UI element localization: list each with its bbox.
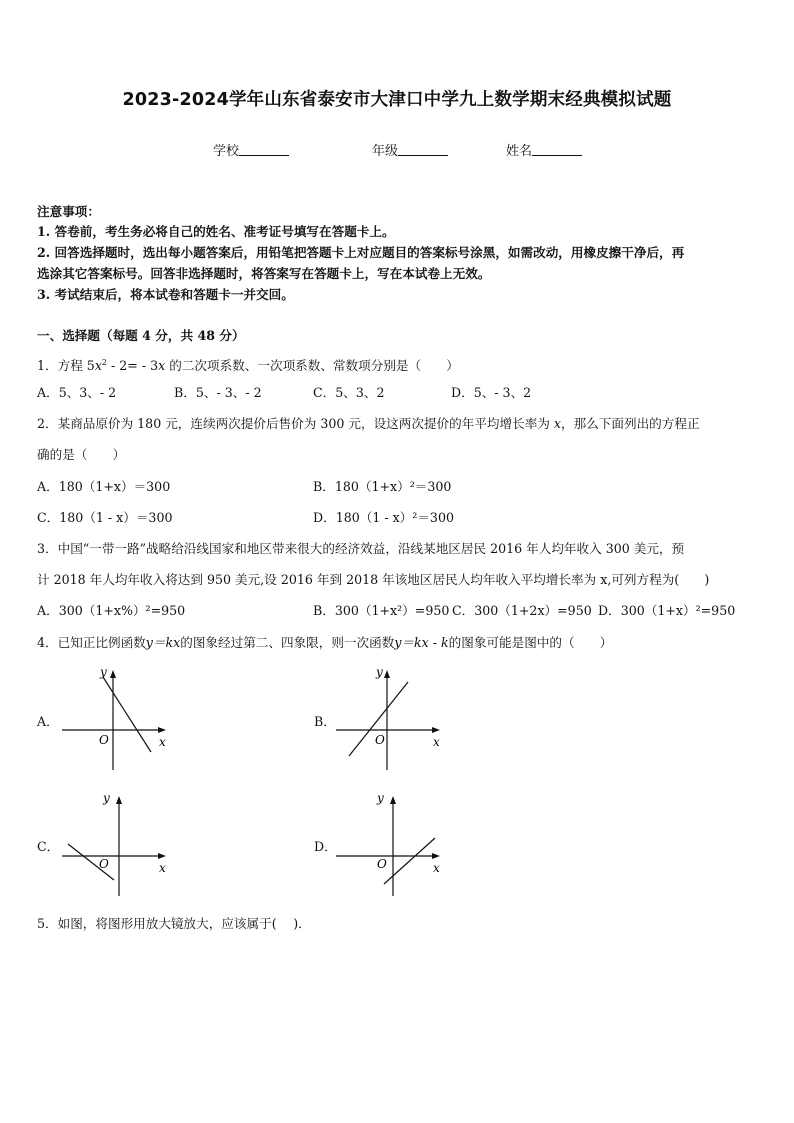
q3-option-b: B．300（1+x²）=950	[313, 603, 450, 618]
q4-graph-b	[332, 662, 448, 774]
q3-option-c: C．300（1+2x）=950	[452, 603, 592, 618]
x-axis-arrow	[158, 727, 166, 733]
y-label: y	[376, 665, 383, 679]
x-label: x	[433, 861, 440, 875]
grade-label: 年级	[372, 144, 399, 159]
q2-option-d: D．180（1 - x）²＝300	[313, 510, 454, 525]
y-axis-arrow	[116, 796, 122, 804]
notice-item-2: 2. 回答选择题时，选出每小题答案后，用铅笔把答题卡上对应题目的答案标号涂黑，如需改动，用橡皮擦干净后，再	[37, 245, 685, 260]
origin-label: O	[375, 733, 385, 747]
y-axis-arrow	[110, 670, 116, 678]
q1-option-b: B．5、- 3、- 2	[174, 385, 262, 400]
q4-graph-b-label: B．	[314, 714, 336, 729]
x-label: x	[433, 735, 440, 749]
q2-stem-line1: 2．某商品原价为 180 元，连续两次提价后售价为 300 元，设这两次提价的年平均增长率为 x，那么下面列出的方程正	[37, 416, 700, 431]
x-axis-arrow	[432, 727, 440, 733]
x-label: x	[159, 861, 166, 875]
q3-option-d: D．300（1+x）²=950	[598, 603, 736, 618]
y-axis-arrow	[390, 796, 396, 804]
school-blank	[239, 143, 289, 156]
q2-option-a: A．180（1+x）＝300	[37, 479, 171, 494]
grade-blank	[398, 143, 448, 156]
q1-option-c: C．5、3、2	[313, 385, 385, 400]
q2-stem-line2: 确的是（ ）	[37, 447, 126, 462]
q4-graph-d	[332, 788, 448, 900]
q2-option-b: B．180（1+x）²＝300	[313, 479, 452, 494]
q3-stem-line2: 计 2018 年人均年收入将达到 950 美元,设 2016 年到 2018 年该地区居民人均年收入平均增长率为 x,可列方程为( )	[37, 572, 710, 587]
notice-heading: 注意事项：	[37, 204, 100, 219]
q3-option-a: A．300（1+x%）²=950	[37, 603, 186, 618]
x-label: x	[159, 735, 166, 749]
q3-stem-line1: 3．中国“一带一路”战略给沿线国家和地区带来很大的经济效益，沿线某地区居民 2016 年人均年收入 300 美元，预	[37, 541, 685, 556]
origin-label: O	[377, 857, 387, 871]
q5-stem: 5．如图，将图形用放大镜放大，应该属于( )．	[37, 916, 311, 931]
notice-item-3: 3. 考试结束后，将本试卷和答题卡一并交回。	[37, 287, 294, 302]
origin-label: O	[99, 733, 109, 747]
x-axis-arrow	[158, 853, 166, 859]
name-label: 姓名	[506, 144, 533, 159]
x-axis-arrow	[432, 853, 440, 859]
q4-stem: 4．已知正比例函数y＝kx的图象经过第二、四象限，则一次函数y＝kx - k的图象可能是图中的（ ）	[37, 635, 613, 650]
q4-graph-a-label: A．	[37, 714, 59, 729]
q1-option-a: A．5、3、- 2	[37, 385, 117, 400]
q2-option-c: C．180（1 - x）＝300	[37, 510, 173, 525]
q1-option-d: D．5、- 3、2	[451, 385, 532, 400]
notice-item-1: 1. 答卷前，考生务必将自己的姓名、准考证号填写在答题卡上。	[37, 224, 395, 239]
q4-graph-c	[58, 788, 174, 900]
section-heading: 一、选择题（每题 4 分，共 48 分）	[37, 328, 245, 343]
q1-stem: 1．方程 $5x^2 - 2= - 3x$ 的二次项系数、一次项系数、常数项分别是（ ）	[37, 358, 459, 373]
school-field	[213, 140, 289, 159]
origin-label: O	[99, 857, 109, 871]
q4-graph-a	[58, 662, 174, 774]
q4-graph-d-label: D．	[314, 839, 337, 854]
grade-field	[372, 140, 448, 159]
page-title: 2023-2024学年山东省泰安市大津口中学九上数学期末经典模拟试题	[122, 90, 672, 110]
school-label: 学校	[213, 144, 240, 159]
graph-line	[103, 677, 151, 752]
y-label: y	[103, 791, 110, 805]
y-label: y	[377, 791, 384, 805]
y-axis-arrow	[384, 670, 390, 678]
y-label: y	[100, 665, 107, 679]
q4-graph-c-label: C．	[37, 839, 60, 854]
name-blank	[532, 143, 582, 156]
graph-line	[384, 838, 435, 884]
name-field	[506, 140, 582, 159]
notice-item-2-cont: 选涂其它答案标号。回答非选择题时，将答案写在答题卡上，写在本试卷上无效。	[37, 266, 491, 281]
